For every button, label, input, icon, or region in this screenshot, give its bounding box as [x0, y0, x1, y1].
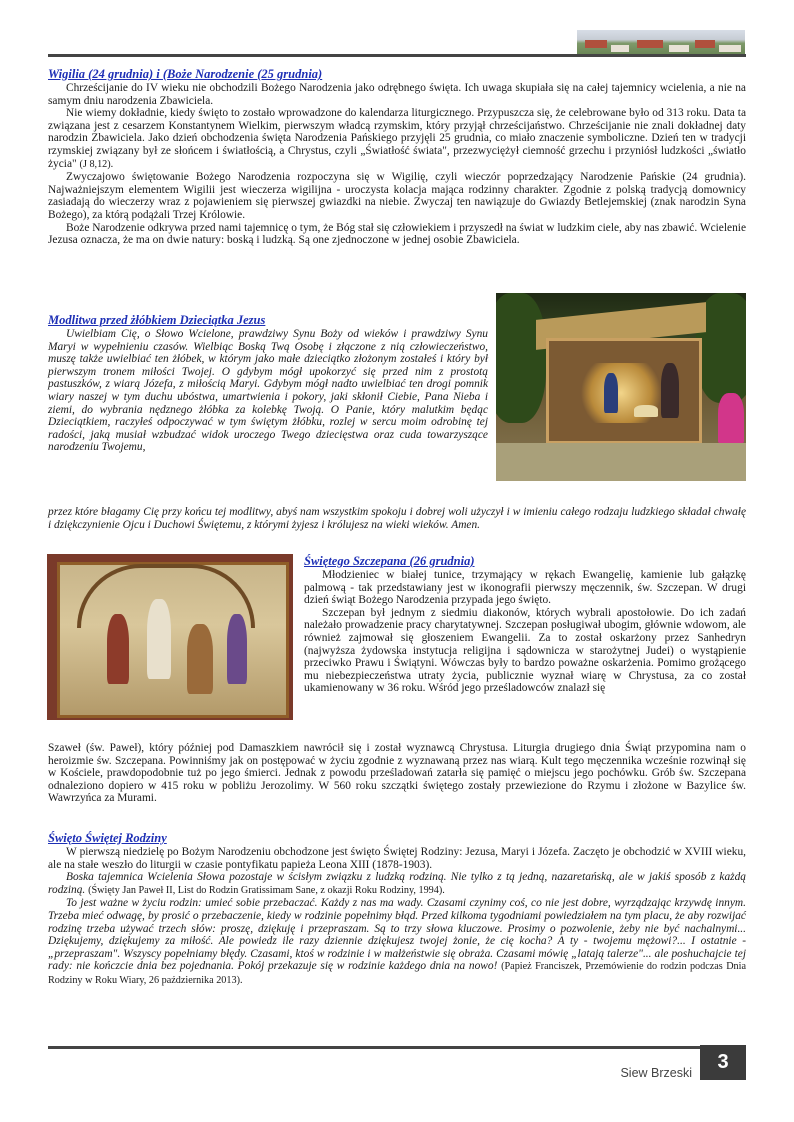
section-holy-family	[48, 831, 746, 988]
section-title: Święto Świętej Rodziny	[48, 831, 167, 845]
section-prayer	[48, 313, 488, 454]
paragraph: Nie wiemy dokładnie, kiedy święto to zostało wprowadzone do kalendarza liturgicznego. Przypuszcza się, że celebrowane było od 313 roku. Data ta związana jest z cesarzem Konstantynem Wielkim, pierwszym władcą rzymskim, który przyjął chrześcijaństwo. Chrześcijanie nie znali dokładnej daty narodzin Zbawiciela. Jako dzień obchodzenia święta Narodzenia Pańskiego przyjęli 25 grudnia, co miało znaczenie symboliczne. Dzień ten w tradycji rzymskiej związany był ze słońcem i światłością, a Chrystus, czyli „Światłość świata", przezwyciężył ciemność grzechu i przyniósł ludzkości „światło życia" (J 8,12).	[48, 107, 746, 170]
nativity-scene-photo	[496, 293, 746, 481]
section-title: Wigilia (24 grudnia) i (Boże Narodzenie (25 grudnia)	[48, 67, 323, 81]
paragraph: W pierwszą niedzielę po Bożym Narodzeniu obchodzone jest święto Świętej Rodziny: Jezusa, Maryi i Józefa. Zaczęto je obchodzić w XVIII wieku, ale na stałe weszło do liturgii w czasie pontyfikatu papieża Leona XIII (1878-1903).	[48, 846, 746, 871]
top-divider	[48, 54, 746, 57]
header-photo	[577, 30, 745, 54]
prayer-end	[48, 506, 746, 531]
prayer-text: Uwielbiam Cię, o Słowo Wcielone, prawdziwy Synu Boży od wieków i prawdziwy Synu Maryi w wypełnieniu czasów. Wielbiąc Boską Twą Osobę i złączone z nią człowieczeństwo, muszę także uwielbiać ten żłóbek, w którym jako małe dzieciątko złożonym zostałeś i który był pierwszym tronem miłości Twojej. O gdybym mógł upokorzyć się przed nim z prostotą pastuszków, z wiarą Józefa, z miłością Maryi. Gdybym mógł nadto uwielbiać ten drogi pomnik wiary naszej w tym duchu ubóstwa, umartwienia i pokory, jaki skłonił Ciebie, Pana Nieba i ziemi, do wybrania nędznego żłóbka za kolebkę Twoją. O Panie, który malutkim będąc Dzieciątkiem, raczyłeś odpoczywać w tym świętym żłóbku, rozlej w sercu moim odrobinę tej radości, jaką musiał wzbudzać widok uroczego Twego dziecięstwa oraz cuda towarzyszące narodzeniu Twojemu,	[48, 328, 488, 454]
paragraph: Chrześcijanie do IV wieku nie obchodzili Bożego Narodzenia jako odrębnego święta. Ich uwaga skupiała się na całej tajemnicy wcielenia, a nie na samym dniu narodzenia Zbawiciela.	[48, 82, 746, 107]
paragraph: Szczepan był jednym z siedmiu diakonów, których wybrali apostołowie. Do ich zadań należało prowadzenie pracy charytatywnej. Szczepan posługiwał ubogim, głównie wdowom, ale również zajmował się głoszeniem Ewangelii. Za to został oskarżony przez Sanhedryn (najwyższa żydowska instytucja religijna i sądownicza w starożytnej Judei) o wystąpienie przeciwko Prawu i Świątyni. Wówczas były to bardzo poważne oskarżenia. Pomimo grożącego mu niebezpieczeństwa utraty życia, publicznie wyznał wiarę w Chrystusa, za co został ukamienowany w 36 roku. Wśród jego prześladowców znalazł się	[304, 606, 746, 695]
section-title: Świętego Szczepana (26 grudnia)	[304, 554, 475, 568]
stephen-continued	[48, 742, 746, 805]
paragraph: Młodzieniec w białej tunice, trzymający w rękach Ewangelię, kamienie lub gałązkę palmową - tak przedstawiany jest w ikonografii pierwszy męczennik, św. Szczepan. W drugi dzień świąt Bożego Narodzenia przypada jego święto.	[304, 569, 746, 607]
paragraph: Boże Narodzenie odkrywa przed nami tajemnicę o tym, że Bóg stał się człowiekiem i przyszedł na świat w ludzkim ciele, aby nas zbawić. Wcielenie Jezusa oznacza, że ma on dwie natury: boską i ludzką. Są one zjednoczone w jednej osobie Zbawiciela.	[48, 221, 746, 247]
quote: Boska tajemnica Wcielenia Słowa pozostaje w ścisłym związku z ludzką rodziną. Nie tylko z tą jedną, nazaretańską, ale w jakiś sposób z każdą rodziną. (Święty Jan Paweł II, List do Rodzin Gratissimam Sane, z okazji Roku Rodziny, 1994).	[48, 871, 746, 896]
page-number: 3	[700, 1045, 746, 1080]
quote: To jest ważne w życiu rodzin: umieć sobie przebaczać. Każdy z nas ma wady. Czasami czynimy coś, co nie jest dobre, wyrządzając krzywdę innym. Trzeba mieć odwagę, by prosić o przebaczenie, kiedy w rodzinie popełnimy błąd. Przed kilkoma tygodniami powiedziałem na tym placu, że aby rozwijać rodzinę trzeba używać trzech słów: proszę, dziękuję i przepraszam. Są to trzy słowa kluczowe. Prosimy o pozwolenie, żeby nie być nachalnymi... Dziękujemy, dziękujemy za miłość. Ale powiedz ile razy dziennie dziękujesz twojej żonie, że cię kocha? A ty - twojemu mężowi?... I ostatnie - „przepraszam". Wszyscy popełniamy błędy. Czasami, ktoś w rodzinie i w małżeństwie się obraża. Czasami mówię „latają talerze"... ale poshuchajcie tej rady: nie kończcie dnia bez pojednania. Pokój przekazuje się w rodzinie każdego dnia na nowo! (Papież Franciszek, Przemówienie do rodzin podczas Dnia Rodziny w Roku Wiary, 26 października 2013).	[48, 897, 746, 986]
section-title: Modlitwa przed żłóbkiem Dzieciątka Jezus	[48, 313, 266, 327]
stephen-fresco-photo	[47, 554, 293, 720]
paragraph: Zwyczajowo świętowanie Bożego Narodzenia rozpoczyna się w Wigilię, czyli wieczór poprzedzający Narodzenie Pańskie (24 grudnia). Najważniejszym elementem Wigilii jest wieczerza wigilijna - uroczysta kolacja mająca rodzinny charakter. Zgodnie z polską tradycją domownicy zasiadają do wieczerzy wraz z pojawieniem się pierwszej gwiazdki na niebie. Zwyczaj ten nawiązuje do Gwiazdy Betlejemskiej (znak narodzin Syna Bożego), za którą podążali Trzej Królowie.	[48, 171, 746, 221]
paragraph: Szaweł (św. Paweł), który później pod Damaszkiem nawrócił się i został wyznawcą Chrystusa. Liturgia drugiego dnia Świąt przypomina nam o heroizmie św. Szczepana. Powinniśmy jak on postępować w życiu zgodnie z wyznawaną przez nas wiarą. Kult tego męczennika wcześnie rozwinął się w Kościele, prawdopodobnie tuż po jego śmierci. Jednak z powodu prześladowań zatarła się pamięć o miejscu jego pochówku. Grób św. Szczepana odnaleziono dopiero w 415 roku w pobliżu Jerozolimy. W 560 roku szczątki świętego zostały przewiezione do Rzymu i złożone w Bazylice św. Wawrzyńca za Murami.	[48, 742, 746, 805]
bottom-divider	[48, 1046, 700, 1049]
magazine-name: Siew Brzeski	[620, 1066, 692, 1080]
section-stephen	[304, 554, 746, 695]
prayer-text-end: przez które błagamy Cię przy końcu tej modlitwy, abyś nam wszystkim spokoju i dobrej woli użyczył i w imieniu całego rodzaju ludzkiego składał chwałę i dziękczynienie Ojcu i Duchowi Świętemu, z którymi żyjesz i królujesz na wieki wieków. Amen.	[48, 506, 746, 531]
section-christmas	[48, 67, 746, 247]
